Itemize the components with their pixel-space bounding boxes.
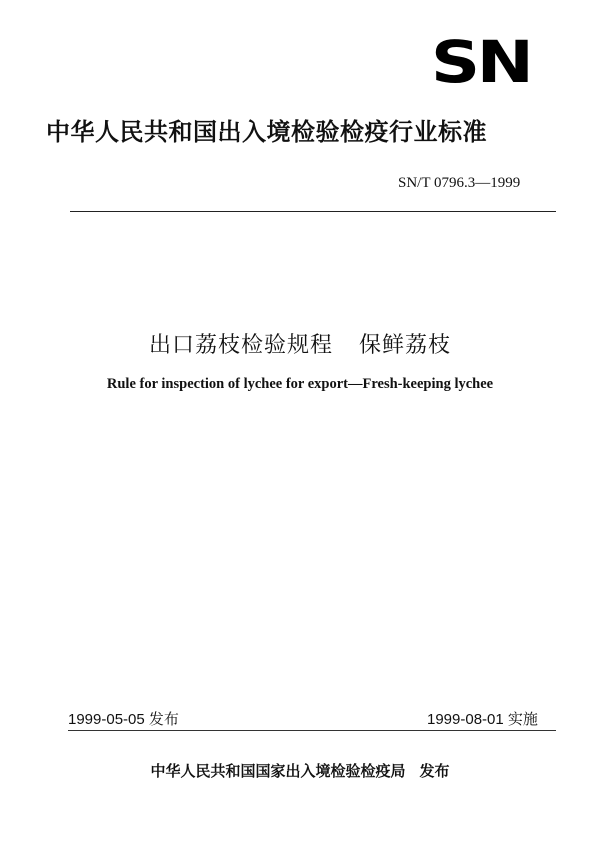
- document-title-en: Rule for inspection of lychee for export—Fresh-keeping lychee: [106, 376, 494, 392]
- issuer-action: 发布: [419, 762, 450, 780]
- document-title-cn: [0, 328, 600, 359]
- title-cn-sub: 保鲜荔枝: [359, 333, 452, 358]
- issuing-authority: [0, 760, 600, 781]
- header-divider: [70, 211, 556, 212]
- issue-date: 1999-05-05 发布: [68, 711, 179, 728]
- title-cn-main: 出口荔枝检验规程: [148, 333, 333, 358]
- standard-category-title: 中华人民共和国出入境检验检疫行业标准: [46, 118, 487, 146]
- issuer-name: 中华人民共和国国家出入境检验检疫局: [150, 762, 406, 780]
- footer-divider: [68, 730, 556, 731]
- sn-logo: SN: [430, 28, 531, 96]
- standard-number: SN/T 0796.3—1999: [398, 175, 521, 191]
- implementation-date: 1999-08-01 实施: [427, 711, 538, 728]
